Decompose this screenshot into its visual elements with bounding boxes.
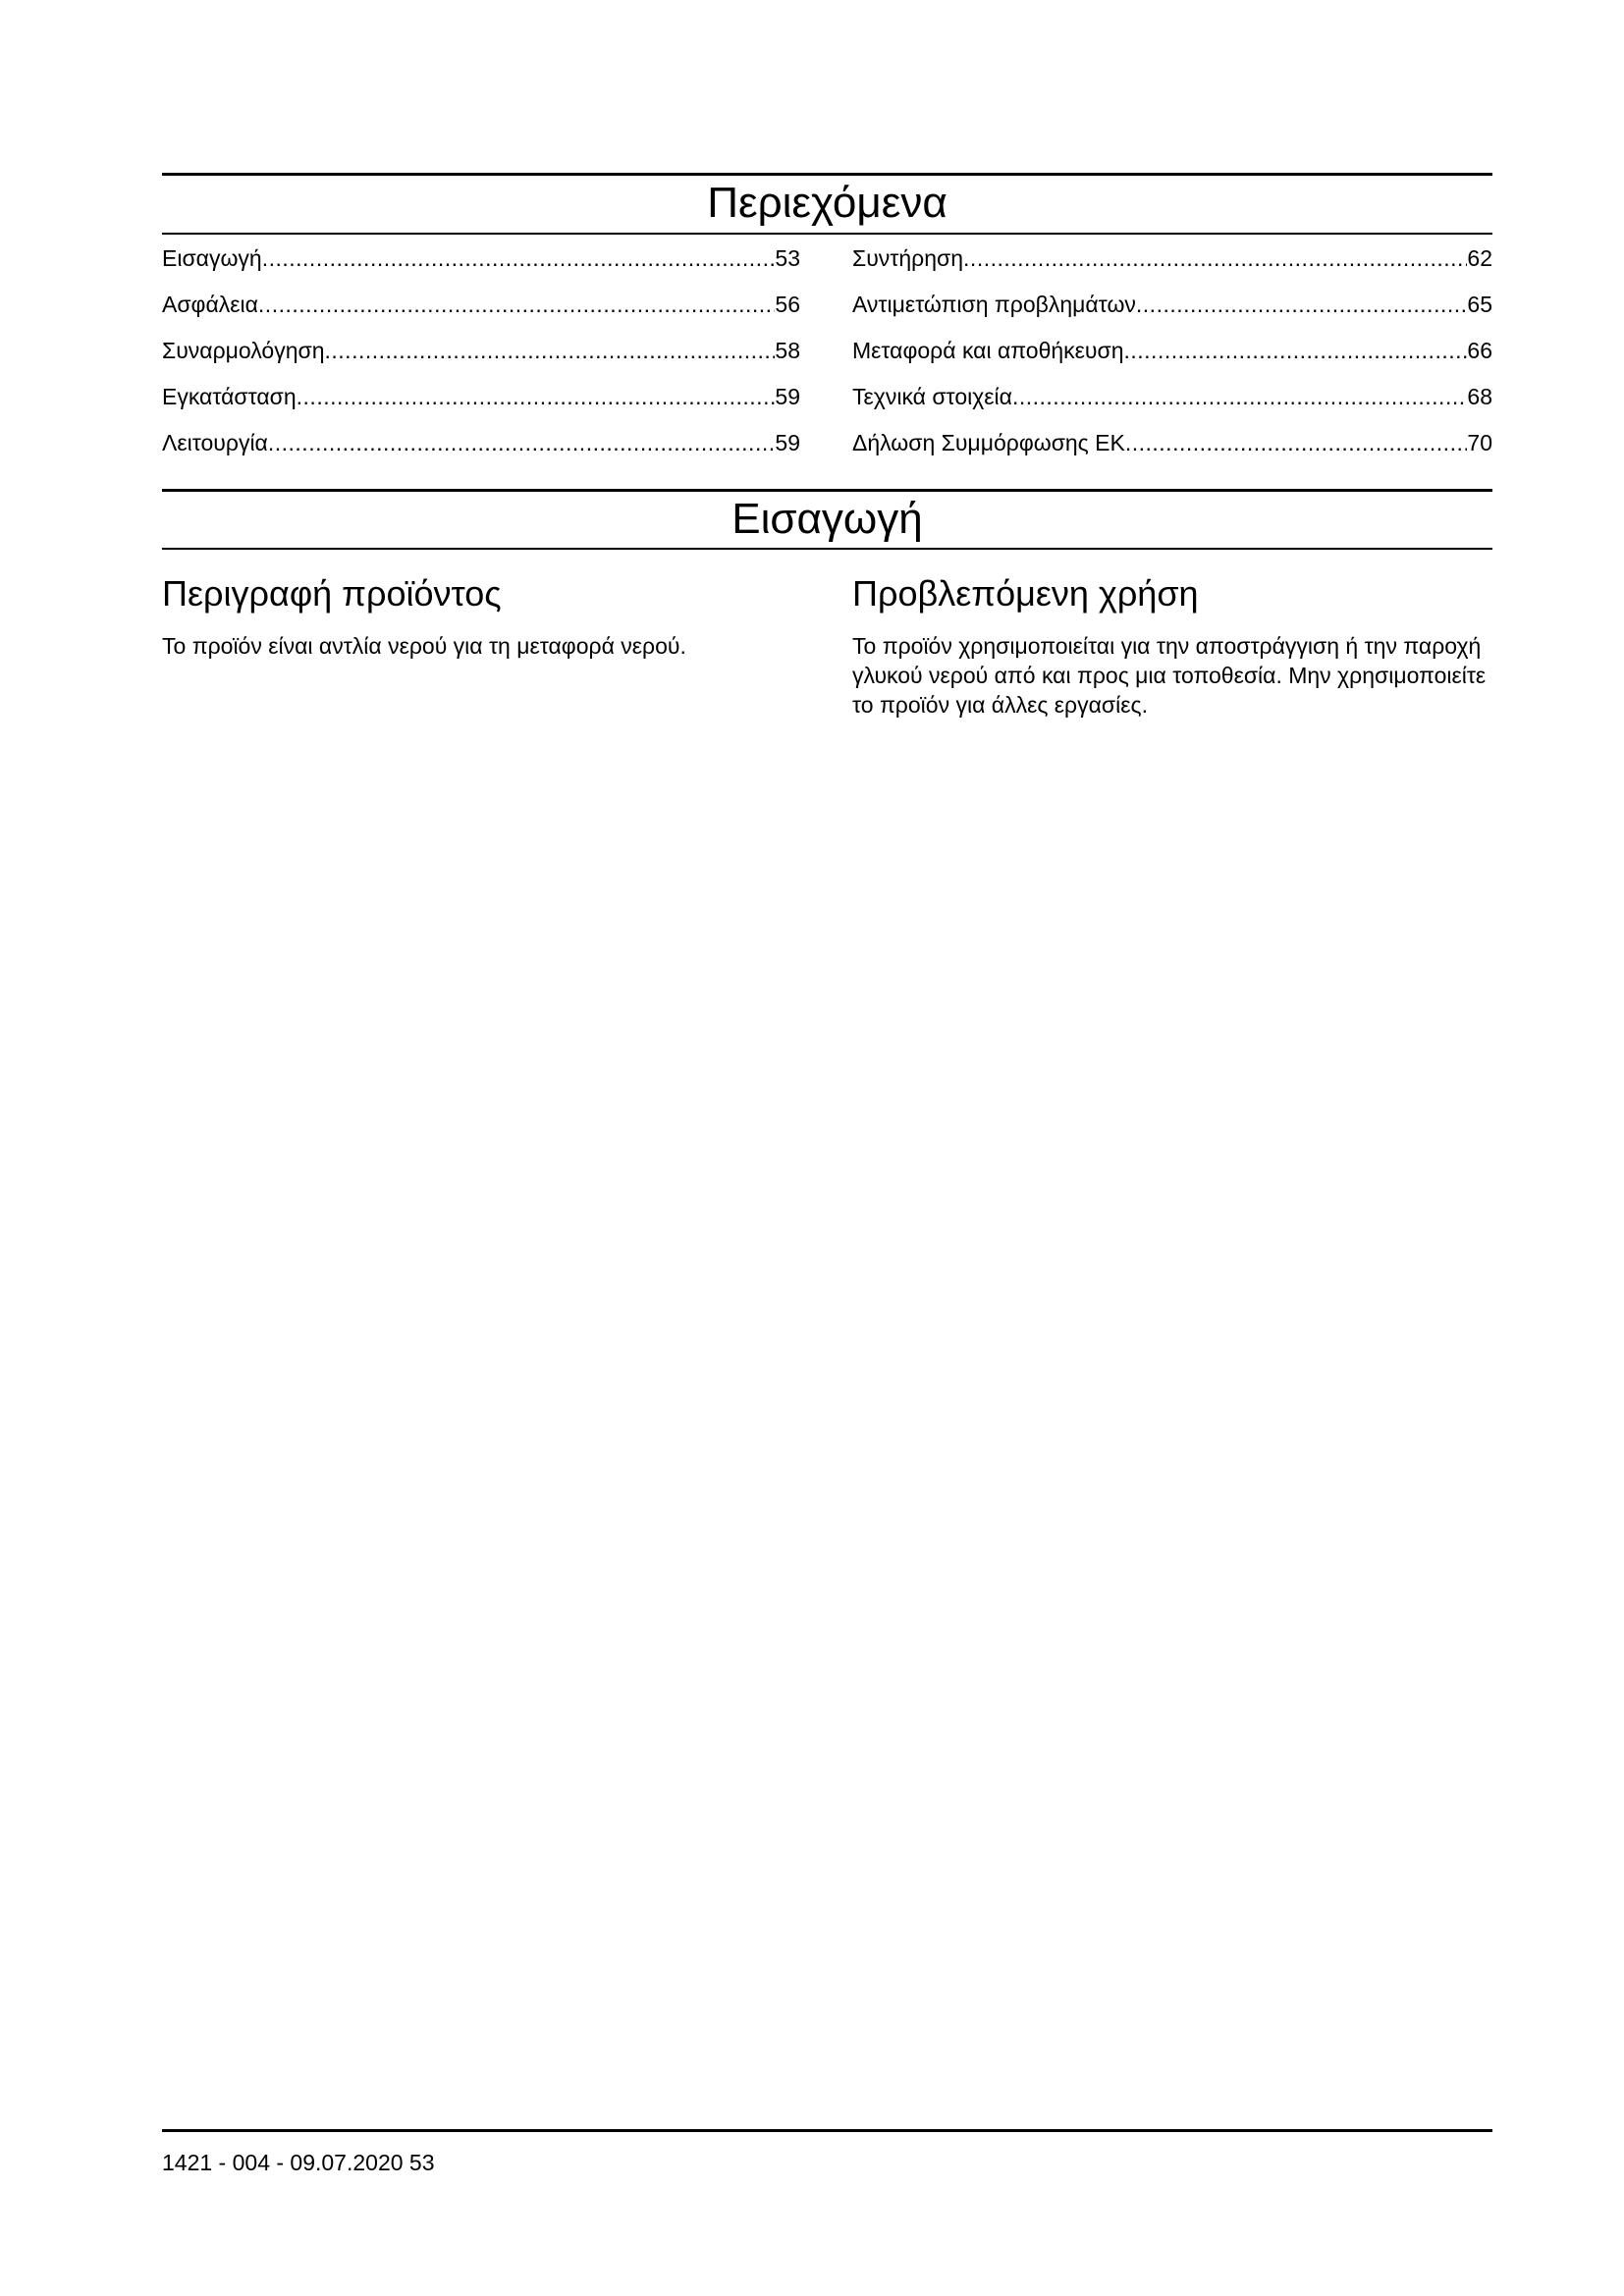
- toc-leader-dots: [1125, 428, 1468, 457]
- toc-entry-label: Εισαγωγή: [162, 245, 262, 271]
- contents-top-rule: [162, 173, 1492, 176]
- introduction-top-rule: [162, 489, 1492, 492]
- toc-entry-page: 70: [1467, 430, 1492, 455]
- toc-leader-dots: [1124, 336, 1468, 365]
- footer-rule: [162, 2129, 1492, 2132]
- toc-entry-label: Λειτουργία: [162, 430, 268, 455]
- intended-use-text: Το προϊόν χρησιμοποιείται για την αποστράγγιση ή την παροχή γλυκού νερού από και προς μια τοποθεσία. Μην χρησιμοποιείτε το προϊόν για άλλες εργασίες.: [852, 633, 1487, 718]
- toc-entry-label: Τεχνικά στοιχεία: [852, 384, 1012, 409]
- toc-entry-page: 68: [1467, 384, 1492, 409]
- toc-entry-page: 53: [775, 245, 800, 271]
- footer-page-info: 1421 - 004 - 09.07.2020 53: [162, 2150, 435, 2175]
- toc-entry-label: Εγκατάσταση: [162, 384, 297, 409]
- introduction-title: Εισαγωγή: [731, 495, 923, 543]
- toc-entry-label: Συντήρηση: [852, 245, 964, 271]
- toc-entry-page: 66: [1467, 338, 1492, 363]
- contents-title: Περιεχόμενα: [707, 179, 947, 227]
- toc-entry[interactable]: [162, 336, 800, 382]
- toc-leader-dots: [325, 336, 776, 365]
- toc-leader-dots: [268, 428, 776, 457]
- table-of-contents: [162, 243, 1492, 469]
- intended-use-heading: Προβλεπόμενη χρήση: [852, 573, 1199, 614]
- toc-entry-label: Δήλωση Συμμόρφωσης ΕΚ: [852, 430, 1125, 455]
- toc-leader-dots: [963, 243, 1467, 273]
- toc-entry[interactable]: [162, 428, 800, 474]
- toc-entry-page: 56: [775, 292, 800, 317]
- product-description-heading: Περιγραφή προϊόντος: [162, 573, 502, 614]
- product-description-text: Το προϊόν είναι αντλία νερού για τη μεταφορά νερού.: [162, 633, 686, 659]
- toc-left-column: [162, 243, 800, 474]
- toc-leader-dots: [262, 243, 776, 273]
- toc-entry[interactable]: [852, 336, 1492, 382]
- toc-leader-dots: [258, 290, 775, 319]
- toc-leader-dots: [1012, 382, 1467, 411]
- toc-entry[interactable]: [162, 290, 800, 336]
- toc-entry[interactable]: [852, 243, 1492, 290]
- contents-bottom-rule: [162, 233, 1492, 235]
- toc-entry-label: Αντιμετώπιση προβλημάτων: [852, 292, 1136, 317]
- toc-entry-page: 59: [775, 384, 800, 409]
- toc-entry[interactable]: [852, 382, 1492, 428]
- intended-use-section: [852, 572, 1492, 720]
- product-description-section: [162, 572, 800, 661]
- toc-entry[interactable]: [852, 428, 1492, 474]
- toc-entry-page: 59: [775, 430, 800, 455]
- toc-entry[interactable]: [162, 243, 800, 290]
- toc-right-column: [852, 243, 1492, 474]
- toc-entry-label: Συναρμολόγηση: [162, 338, 325, 363]
- toc-entry[interactable]: [852, 290, 1492, 336]
- toc-leader-dots: [297, 382, 776, 411]
- toc-entry-page: 65: [1467, 292, 1492, 317]
- toc-entry-label: Μεταφορά και αποθήκευση: [852, 338, 1124, 363]
- toc-entry-page: 62: [1467, 245, 1492, 271]
- toc-entry[interactable]: [162, 382, 800, 428]
- toc-leader-dots: [1136, 290, 1468, 319]
- introduction-bottom-rule: [162, 548, 1492, 550]
- toc-entry-page: 58: [775, 338, 800, 363]
- toc-entry-label: Ασφάλεια: [162, 292, 258, 317]
